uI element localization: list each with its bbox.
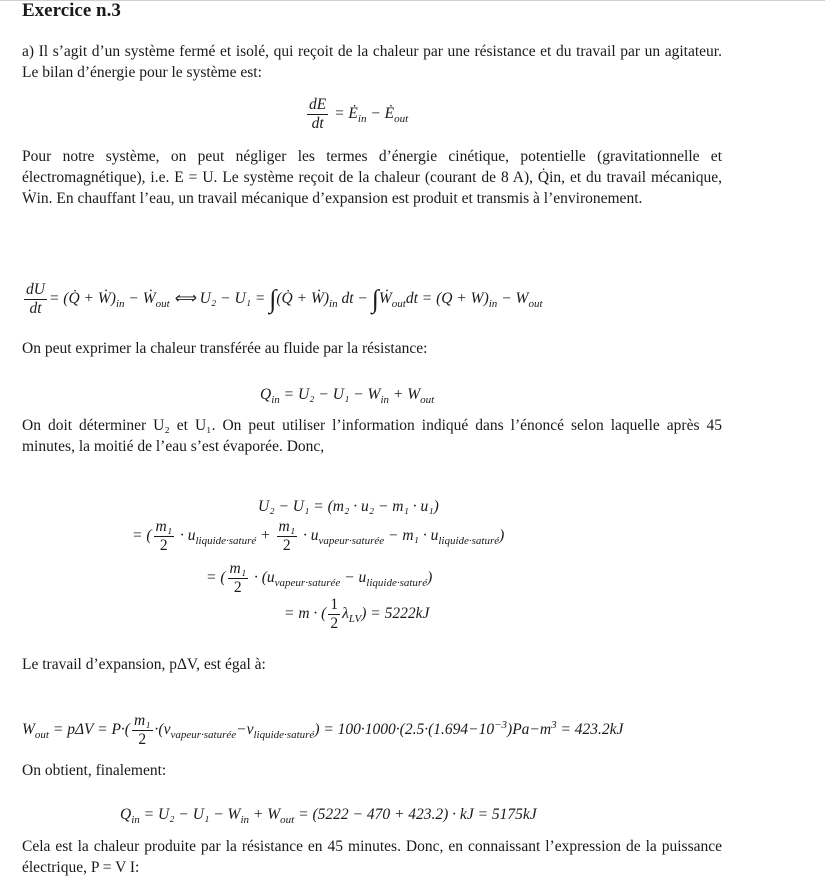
paragraph-expansion: Le travail d’expansion, pΔV, est égal à:: [22, 656, 266, 673]
fraction-dU-dt: $\frac{dU}{dt}$: [26, 281, 45, 317]
paragraph-conclusion: Cela est la chaleur produite par la résistance en 45 minutes. Donc, en connaissant l’expression de la puissance électrique, P = V I:: [22, 838, 722, 876]
delta-U-line-4: = m · ( $\frac{1}{2}$ $\lambda_{LV}) = 5222kJ$: [284, 596, 430, 632]
exercise-title: Exercice n.3: [22, 0, 121, 21]
fraction-dE-dt: $\frac{dE}{dt}$: [309, 96, 327, 132]
internal-energy-equation: $\frac{dU}{dt}$ = (Q̇ + $Ẇ)_{in}$ − Ẇ$_{out}$ ⟺ U₂ − U₁ = ∫(Q̇ + $Ẇ)_{in}$ dt − ∫Ẇ$_{out}$dt = $(Q + W)_{in} - W_{out}$: [26, 281, 543, 317]
paragraph-intro: a) Il s’agit d’un système fermé et isolé, qui reçoit de la chaleur par une résistance et du travail par un agitateur. Le bilan d’énergie pour le système est:: [22, 43, 722, 81]
paragraph-assumptions: Pour notre système, on peut négliger les termes d’énergie cinétique, potentielle (gravitationnelle et électromagnétique), i.e. E = U. Le système reçoit de la chaleur (courant de 8 A), Q̇in, et du travail mécanique, Ẇin. En chauffant l’eau, un travail mécanique d’expansion est produit et transmis à l’environement.: [22, 148, 722, 207]
work-out-equation: $W_{out} = p\Delta V = P\cdot$( $\frac{\text{m₁}}{2}$ $\cdot(v_{vapeur\cdot saturée}-v_{liquide\cdot saturé}) = 100\cdot 1000\cdot(2.5\cdot(1.694-10^{-3})Pa-m^3 = 423.2kJ$: [22, 712, 624, 748]
integral-symbol: ∫: [269, 284, 277, 314]
paragraph-heat: On peut exprimer la chaleur transférée au fluide par la résistance:: [22, 340, 428, 357]
final-heat-equation: $Q_{in} = U_2 - U_1 - W_{in} + W_{out} = (5222 - 470 + 423.2)$ · kJ = 5175kJ: [120, 806, 537, 827]
delta-U-line-2: = ( $\frac{\text{m₁}}{2}$ · $u_{liquide\cdot saturé}$ + $\frac{\text{m₁}}{2}$ · $u_{vapeur\cdot saturée} - m_1 \cdot u_{liquide\cdot saturé}$): [132, 518, 505, 554]
paragraph-finally: On obtient, finalement:: [22, 762, 167, 779]
integral-symbol: ∫: [371, 284, 379, 314]
paragraph-determine: On doit déterminer U₂ et U₁. On peut utiliser l’information indiqué dans l’énoncé selon laquelle après 45 minutes, la moitié de l’eau s’est évaporée. Donc,: [22, 417, 722, 455]
delta-U-line-1: U₂ − U₁ = (m₂ · u₂ − m₁ · u₁): [258, 498, 439, 515]
energy-balance-equation: $\frac{dE}{dt}$ = $Ė_{in}$ − $Ė_{out}$: [309, 96, 409, 132]
delta-U-line-3: = ( $\frac{\text{m₁}}{2}$ · $(u_{vapeur\cdot saturée} - u_{liquide\cdot saturé})$: [206, 560, 433, 596]
heat-equation: $Q_{in} = U_2 - U_1 - W_{in} + W_{out}$: [260, 386, 435, 407]
top-divider: [0, 0, 825, 1]
